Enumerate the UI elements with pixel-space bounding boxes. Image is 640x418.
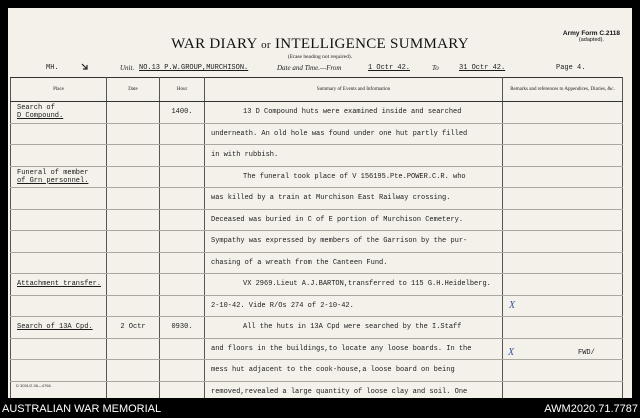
- summary-text: underneath. An old hole was found under one hut partly filled: [211, 129, 468, 138]
- row-place: [11, 295, 107, 317]
- row-remarks: [503, 274, 623, 296]
- row-date: 2 Octr: [107, 317, 160, 339]
- row-hour: [160, 360, 205, 382]
- col-remarks: Remarks and references to Appendices, Diaries, &c.: [503, 78, 623, 102]
- row-place: [11, 360, 107, 382]
- table-row: [11, 166, 623, 188]
- table-row: [11, 145, 623, 167]
- row-date: [107, 188, 160, 210]
- row-remarks: [503, 317, 623, 339]
- row-summary: [205, 381, 503, 398]
- row-date: [107, 209, 160, 231]
- diary-table: [10, 77, 623, 398]
- row-hour: [160, 295, 205, 317]
- place-line: Attachment transfer.: [17, 280, 102, 289]
- row-place: [11, 166, 107, 188]
- table-row: [11, 295, 623, 317]
- row-date: [107, 123, 160, 145]
- row-hour: [160, 252, 205, 274]
- page-subtitle: (Erase heading not required).: [287, 54, 353, 60]
- row-date: [107, 102, 160, 124]
- table-row: [11, 381, 623, 398]
- unit-header-line: [8, 64, 632, 78]
- date-to-label: To: [432, 64, 439, 72]
- row-hour: 1400.: [160, 102, 205, 124]
- summary-text: All the huts in 13A Cpd were searched by the I.Staff: [243, 323, 462, 332]
- row-hour: [160, 338, 205, 360]
- row-hour: [160, 209, 205, 231]
- row-summary: [205, 145, 503, 167]
- row-remarks: [503, 295, 623, 317]
- title-intelligence-summary: INTELLIGENCE SUMMARY: [274, 36, 469, 52]
- diary-body: [11, 102, 623, 399]
- row-remarks: [503, 123, 623, 145]
- row-summary: [205, 231, 503, 253]
- row-place: [11, 231, 107, 253]
- col-date: Date: [107, 78, 160, 102]
- col-hour: Hour: [160, 78, 205, 102]
- tick-mark: X: [508, 347, 515, 358]
- row-date: [107, 145, 160, 167]
- row-place: [11, 338, 107, 360]
- row-summary: [205, 360, 503, 382]
- table-row: [11, 188, 623, 210]
- table-row: [11, 360, 623, 382]
- unit-value: NO.13 P.W.GROUP,MURCHISON.: [139, 64, 249, 72]
- row-hour: [160, 381, 205, 398]
- row-date: [107, 381, 160, 398]
- summary-text: VX 2969.Lieut A.J.BARTON,transferred to 115 G.H.Heidelberg.: [243, 280, 491, 289]
- table-row: [11, 123, 623, 145]
- date-to-value: 31 Octr 42.: [459, 64, 506, 72]
- summary-text: removed,revealed a large quantity of loose clay and soil. One: [211, 387, 468, 396]
- row-place: [11, 123, 107, 145]
- row-place: [11, 317, 107, 339]
- unit-label: Unit.: [120, 64, 135, 72]
- pencil-arrow-mark: [81, 63, 89, 71]
- summary-text: Sympathy was expressed by members of the Garrison by the pur-: [211, 237, 468, 246]
- row-remarks: [503, 381, 623, 398]
- place-line: Search of 13A Cpd.: [17, 323, 93, 332]
- row-place: [11, 252, 107, 274]
- summary-text: Deceased was buried in C of E portion of Murchison Cemetery.: [211, 215, 464, 224]
- row-remarks: [503, 252, 623, 274]
- caption-right: AWM2020.71.7787: [544, 403, 638, 415]
- title-war-diary: WAR DIARY: [171, 36, 258, 52]
- tick-mark: X: [509, 300, 516, 312]
- mh-marking: MH.: [46, 64, 59, 72]
- summary-text: 2-10-42. Vide R/Os 274 of 2-10-42.: [211, 301, 354, 310]
- table-row: [11, 338, 623, 360]
- row-date: [107, 231, 160, 253]
- page-title: [8, 36, 632, 53]
- col-place: Place: [11, 78, 107, 102]
- row-place: [11, 145, 107, 167]
- row-date: [107, 338, 160, 360]
- summary-text: in with rubbish.: [211, 151, 279, 160]
- col-summary: Summary of Events and Information: [205, 78, 503, 102]
- row-place: [11, 209, 107, 231]
- table-row: [11, 252, 623, 274]
- row-summary: [205, 317, 503, 339]
- summary-text: 13 D Compound huts were examined inside and searched: [243, 108, 462, 117]
- row-date: [107, 274, 160, 296]
- row-remarks: [503, 360, 623, 382]
- place-line: D Compound.: [17, 112, 64, 121]
- table-row: [11, 209, 623, 231]
- summary-text: The funeral took place of V 156195.Pte.POWER.C.R. who: [243, 172, 466, 181]
- row-hour: [160, 274, 205, 296]
- row-hour: [160, 123, 205, 145]
- place-line: Funeral of member: [17, 168, 89, 177]
- table-row: [11, 231, 623, 253]
- row-summary: [205, 166, 503, 188]
- row-hour: [160, 231, 205, 253]
- row-hour: 0930.: [160, 317, 205, 339]
- row-remarks: [503, 102, 623, 124]
- caption-left: AUSTRALIAN WAR MEMORIAL: [2, 403, 162, 415]
- summary-text: and floors in the buildings,to locate any loose boards. In the: [211, 344, 472, 353]
- row-place: [11, 188, 107, 210]
- table-row: [11, 317, 623, 339]
- row-summary: [205, 102, 503, 124]
- row-remarks: [503, 338, 623, 360]
- form-adapted-note: (adapted).: [578, 36, 604, 43]
- row-summary: [205, 123, 503, 145]
- print-code: D 3051/2.38—4766.: [16, 383, 52, 388]
- row-hour: [160, 188, 205, 210]
- date-time-label: Date and Time.—From: [277, 64, 342, 72]
- summary-text: was killed by a train at Murchison East Railway crossing.: [211, 194, 451, 203]
- title-or: or: [261, 39, 271, 51]
- row-summary: [205, 188, 503, 210]
- row-place: [11, 274, 107, 296]
- row-date: [107, 252, 160, 274]
- place-line: of Grn personnel.: [17, 176, 89, 185]
- date-from-value: 1 Octr 42.: [368, 64, 411, 72]
- row-place: [11, 102, 107, 124]
- row-remarks: [503, 188, 623, 210]
- page-number: Page 4.: [556, 64, 586, 72]
- row-remarks: [503, 145, 623, 167]
- row-hour: [160, 166, 205, 188]
- row-date: [107, 166, 160, 188]
- forward-mark: FWD/: [578, 349, 595, 357]
- row-hour: [160, 145, 205, 167]
- place-line: Search of: [17, 104, 55, 113]
- row-date: [107, 295, 160, 317]
- diary-page: [8, 8, 632, 398]
- form-number: Army Form C.2118: [562, 30, 620, 37]
- summary-text: chasing of a wreath from the Canteen Fund.: [211, 258, 388, 267]
- row-summary: [205, 338, 503, 360]
- row-summary: [205, 295, 503, 317]
- row-remarks: [503, 166, 623, 188]
- summary-text: mess hut adjacent to the cook-house,a loose board on being: [211, 366, 455, 375]
- table-header-row: [11, 78, 623, 102]
- table-row: [11, 102, 623, 124]
- row-date: [107, 360, 160, 382]
- row-summary: [205, 252, 503, 274]
- row-remarks: [503, 209, 623, 231]
- row-remarks: [503, 231, 623, 253]
- table-row: [11, 274, 623, 296]
- row-summary: [205, 274, 503, 296]
- row-summary: [205, 209, 503, 231]
